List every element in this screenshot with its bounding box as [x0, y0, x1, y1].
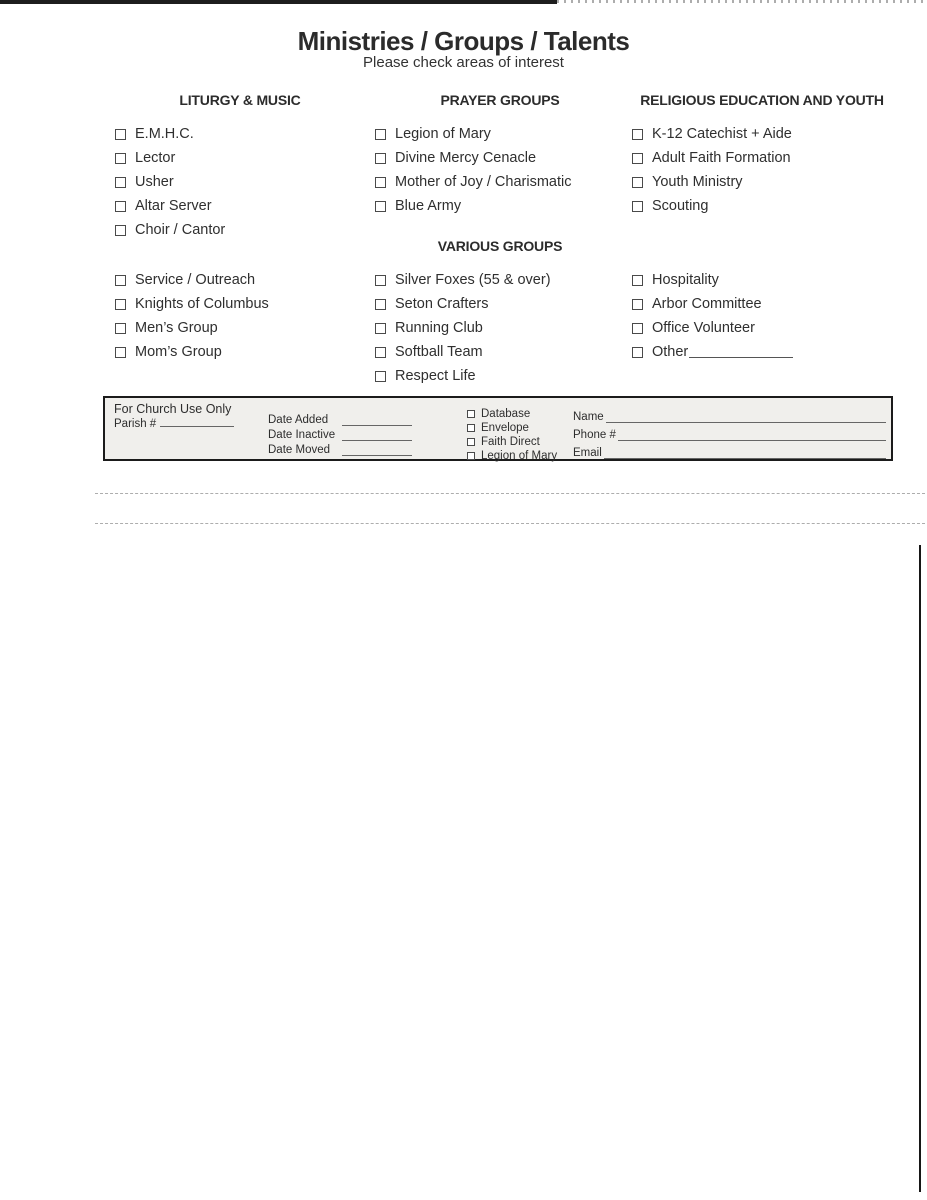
- checkbox-label: Office Volunteer: [652, 320, 755, 336]
- checkbox-item[interactable]: [115, 340, 370, 364]
- checkbox[interactable]: [375, 201, 386, 212]
- church-use-only-title: For Church Use Only: [114, 402, 232, 416]
- checkbox[interactable]: [467, 452, 475, 460]
- checklist-various-right: [632, 268, 902, 364]
- checkbox[interactable]: [115, 225, 126, 236]
- checkbox[interactable]: [632, 153, 643, 164]
- checkbox-label: Faith Direct: [481, 436, 540, 448]
- contact-field: [573, 405, 886, 423]
- checkbox-label: Mother of Joy / Charismatic: [395, 174, 572, 190]
- checkbox-item[interactable]: [632, 316, 902, 340]
- contact-field-label: Name: [573, 411, 604, 423]
- checkbox-item[interactable]: [115, 218, 370, 242]
- checkbox-item[interactable]: [632, 122, 902, 146]
- checkbox[interactable]: [115, 275, 126, 286]
- checkbox-item[interactable]: [467, 449, 557, 463]
- checkbox[interactable]: [632, 129, 643, 140]
- checkbox[interactable]: [115, 129, 126, 140]
- section-header-liturgy-music: LITURGY & MUSIC: [179, 92, 301, 108]
- checkbox-label: Usher: [135, 174, 174, 190]
- section-header-religious-education: RELIGIOUS EDUCATION AND YOUTH: [640, 92, 884, 108]
- checkbox[interactable]: [115, 323, 126, 334]
- contact-field-input-line[interactable]: [618, 431, 886, 441]
- checkbox[interactable]: [375, 371, 386, 382]
- checklist-various-middle: [375, 268, 630, 388]
- checkbox-label: Silver Foxes (55 & over): [395, 272, 551, 288]
- checkbox-label: Blue Army: [395, 198, 462, 214]
- form-title: Ministries / Groups / Talents: [297, 26, 630, 56]
- checkbox[interactable]: [115, 201, 126, 212]
- parish-number-input-line[interactable]: [160, 417, 234, 427]
- checkbox-item[interactable]: [632, 146, 902, 170]
- checkbox-item[interactable]: [632, 268, 902, 292]
- checkbox[interactable]: [632, 275, 643, 286]
- checkbox-label: Softball Team: [395, 344, 483, 360]
- checkbox-label: Legion of Mary: [395, 126, 491, 142]
- checkbox-item[interactable]: [375, 268, 630, 292]
- checkbox-item[interactable]: [467, 407, 557, 421]
- contact-field-label: Phone #: [573, 429, 616, 441]
- checkbox-item[interactable]: [115, 268, 370, 292]
- parish-number-label: Parish #: [114, 418, 157, 430]
- checkbox[interactable]: [115, 177, 126, 188]
- date-field-label: Date Moved: [268, 444, 331, 456]
- scan-artifact-top-speckle: [557, 0, 927, 3]
- checkbox-label: Hospitality: [652, 272, 719, 288]
- scan-artifact-top-band: [0, 0, 557, 4]
- checkbox-label: Service / Outreach: [135, 272, 256, 288]
- contact-field-label: Email: [573, 447, 602, 459]
- checkbox-item[interactable]: [467, 421, 557, 435]
- checkbox-label: Scouting: [652, 198, 709, 214]
- checkbox-label: Lector: [135, 150, 176, 166]
- scan-artifact-right-edge: [919, 545, 921, 1192]
- checkbox-label: Choir / Cantor: [135, 222, 226, 238]
- checkbox-label: Running Club: [395, 320, 483, 336]
- fold-line: [95, 523, 925, 524]
- checkbox-item[interactable]: [632, 170, 902, 194]
- checkbox[interactable]: [375, 347, 386, 358]
- contact-field-input-line[interactable]: [606, 413, 886, 423]
- checkbox-item[interactable]: [115, 170, 370, 194]
- parish-number-field: [114, 417, 234, 430]
- checkbox-label: Altar Server: [135, 198, 212, 214]
- checkbox[interactable]: [632, 177, 643, 188]
- checkbox-item[interactable]: [115, 194, 370, 218]
- checkbox[interactable]: [115, 299, 126, 310]
- checkbox[interactable]: [375, 177, 386, 188]
- other-write-in-line[interactable]: [689, 346, 793, 358]
- checklist-prayer-groups: [375, 122, 630, 218]
- date-field-input-line[interactable]: [342, 431, 412, 441]
- checkbox-item[interactable]: [115, 316, 370, 340]
- checkbox[interactable]: [632, 201, 643, 212]
- date-field: [268, 411, 412, 426]
- checkbox-item[interactable]: [115, 146, 370, 170]
- checkbox[interactable]: [375, 153, 386, 164]
- fold-line: [95, 493, 925, 494]
- checkbox-item[interactable]: [375, 146, 630, 170]
- contact-fields-group: [573, 405, 886, 459]
- checkbox[interactable]: [467, 410, 475, 418]
- checkbox[interactable]: [375, 323, 386, 334]
- checkbox-item[interactable]: [375, 364, 630, 388]
- checklist-various-left: [115, 268, 370, 364]
- checkbox-item[interactable]: [375, 292, 630, 316]
- checkbox-label: E.M.H.C.: [135, 126, 194, 142]
- checkbox[interactable]: [632, 323, 643, 334]
- checkbox-label: Men’s Group: [135, 320, 218, 336]
- checkbox-label: Arbor Committee: [652, 296, 762, 312]
- date-field-label: Date Inactive: [268, 429, 336, 441]
- contact-field-input-line[interactable]: [604, 449, 886, 459]
- checkbox-label: Mom’s Group: [135, 344, 222, 360]
- checkbox-label: Respect Life: [395, 368, 476, 384]
- date-field-input-line[interactable]: [342, 446, 412, 456]
- checkbox[interactable]: [115, 153, 126, 164]
- checkbox-label: Knights of Columbus: [135, 296, 269, 312]
- checklist-religious-education: [632, 122, 902, 218]
- checkbox[interactable]: [632, 347, 643, 358]
- checkbox-item[interactable]: [632, 340, 902, 364]
- checklist-liturgy-music: [115, 122, 370, 242]
- checkbox[interactable]: [467, 438, 475, 446]
- date-fields-group: [268, 411, 412, 456]
- checkbox-label: K-12 Catechist + Aide: [652, 126, 792, 142]
- checkbox[interactable]: [375, 275, 386, 286]
- section-header-prayer-groups: PRAYER GROUPS: [440, 92, 560, 108]
- contact-field: [573, 423, 886, 441]
- date-field-label: Date Added: [268, 414, 329, 426]
- checkbox-label: Legion of Mary: [481, 450, 558, 462]
- checkbox-item[interactable]: [375, 170, 630, 194]
- section-header-various-groups: VARIOUS GROUPS: [437, 238, 563, 254]
- checkbox-label: Seton Crafters: [395, 296, 489, 312]
- checkbox-label: Divine Mercy Cenacle: [395, 150, 537, 166]
- checkbox-item[interactable]: [375, 122, 630, 146]
- checkbox-item[interactable]: [632, 292, 902, 316]
- checkbox-label: Youth Ministry: [652, 174, 743, 190]
- date-field: [268, 426, 412, 441]
- date-field: [268, 441, 412, 456]
- checkbox-item[interactable]: [115, 292, 370, 316]
- checkbox-label: Envelope: [481, 422, 529, 434]
- checkbox-label: Other: [652, 344, 689, 360]
- date-field-input-line[interactable]: [342, 416, 412, 426]
- checkbox[interactable]: [375, 299, 386, 310]
- checkbox-item[interactable]: [375, 316, 630, 340]
- contact-field: [573, 441, 886, 459]
- office-checkbox-group: [467, 407, 557, 463]
- checkbox-label: Adult Faith Formation: [652, 150, 791, 166]
- checkbox-label: Database: [481, 408, 531, 420]
- checkbox-item[interactable]: [632, 194, 902, 218]
- checkbox[interactable]: [467, 424, 475, 432]
- checkbox-item[interactable]: [375, 340, 630, 364]
- checkbox[interactable]: [375, 129, 386, 140]
- checkbox[interactable]: [632, 299, 643, 310]
- form-subtitle: Please check areas of interest: [363, 54, 564, 71]
- checkbox[interactable]: [115, 347, 126, 358]
- church-use-only-box: [103, 396, 893, 461]
- checkbox-item[interactable]: [467, 435, 557, 449]
- checkbox-item[interactable]: [375, 194, 630, 218]
- checkbox-item[interactable]: [115, 122, 370, 146]
